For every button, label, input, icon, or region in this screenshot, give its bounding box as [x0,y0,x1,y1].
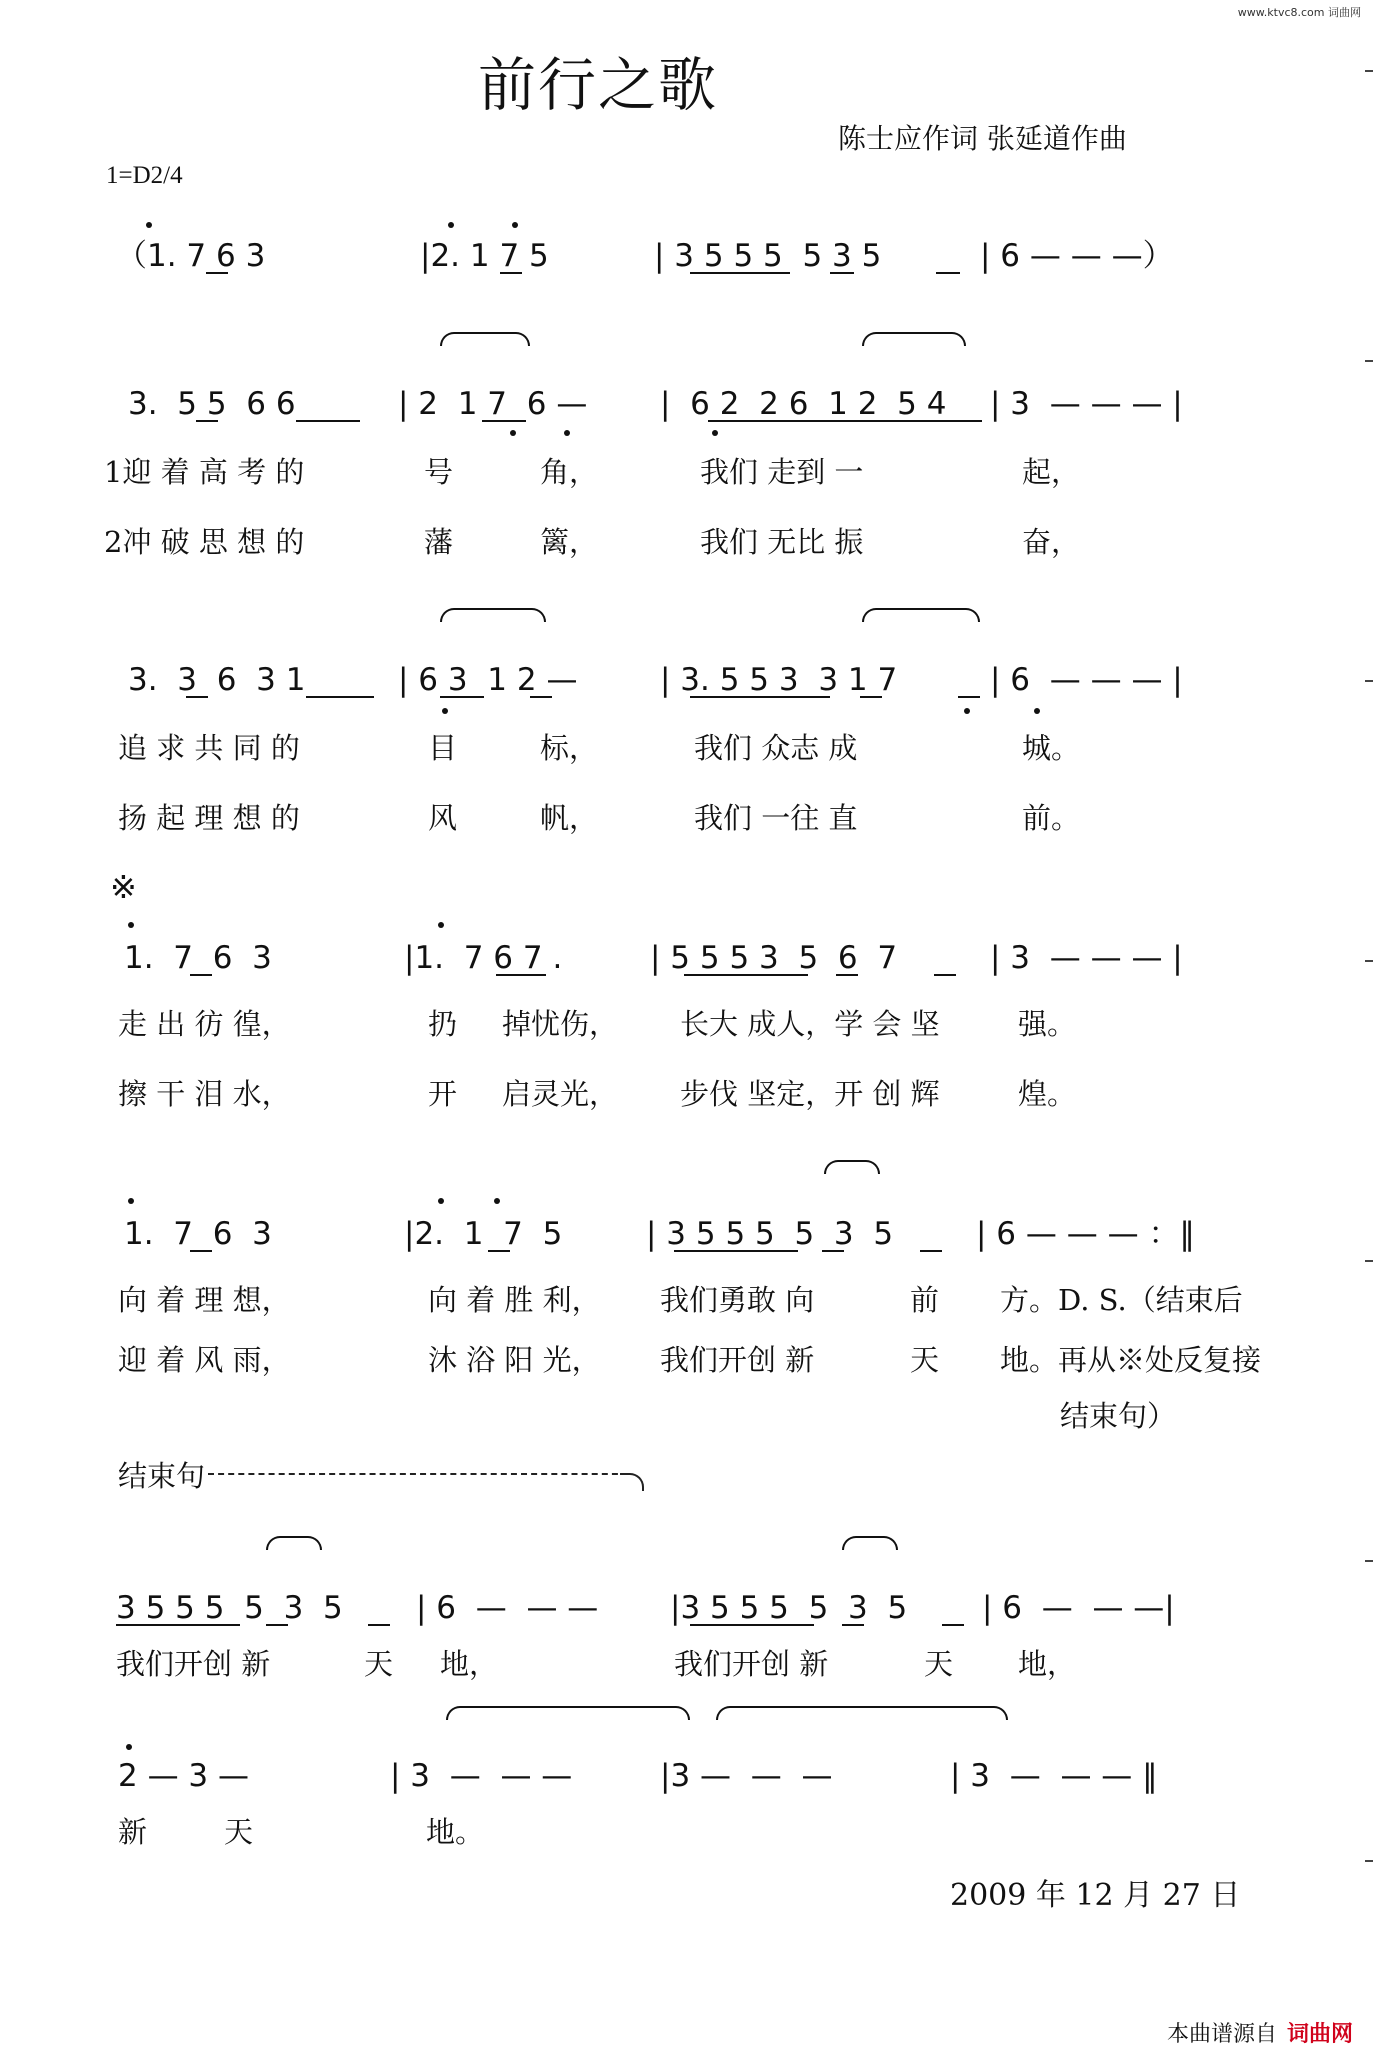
underline-beam [368,1624,390,1626]
underline-beam [822,1250,844,1252]
margin-tick [1365,1260,1373,1262]
measure: | 3 — — — | [990,940,1183,976]
site-url: www.ktvc8.com 词曲网 [1237,6,1361,19]
measure: |1. 7 6 7 . [404,940,563,976]
lyric-syllable: 角， [540,455,599,489]
margin-tick [1365,1860,1373,1862]
lyric-syllable: 启灵光， [502,1077,619,1111]
lyric-note: 结束句） [1060,1399,1177,1433]
low-octave-dot [510,430,516,436]
measure: | 6 3 1 2 — [398,662,578,698]
underline-beam [690,1624,814,1626]
lyric-line: 向 着 胜 利， [428,1283,601,1317]
lyric-syllable: 我们勇敢 向 [660,1283,815,1317]
lyric-syllable: 风 [428,801,458,835]
lyric-syllable: 天 [924,1647,954,1681]
measure: |2. 1 7 5 [404,1216,563,1252]
lyric-syllable: 长大 成人，学 会 坚 [680,1007,940,1041]
high-octave-dot [448,222,454,228]
underline-beam [196,420,218,422]
lyric-syllable: 目 [428,731,458,765]
underline-beam [530,696,552,698]
measure: | 6 2 2 6 1 2 5 4 [660,386,947,422]
underline-beam [488,1250,510,1252]
lyric-syllable: 标， [540,731,599,765]
ending-hook [620,1473,644,1491]
lyric-syllable: 我们开创 新 [116,1647,271,1681]
lyric-syllable: 方。D. S.（结束后 [1000,1283,1243,1317]
underline-beam [296,420,360,422]
lyric-syllable: 新 [118,1815,148,1849]
measure: |2. 1 7 5 [420,238,549,274]
lyric-syllable: 地。再从※处反复接 [1000,1343,1262,1377]
lyric-syllable: 扔 [428,1007,458,1041]
margin-tick [1365,360,1373,362]
margin-tick [1365,70,1373,72]
lyric-syllable: 我们 走到 一 [700,455,864,489]
underline-beam [440,696,484,698]
underline-beam [496,974,546,976]
lyric-syllable: 前 [910,1283,940,1317]
slur [440,332,530,346]
measure: | 3 — — — | [990,386,1183,422]
high-octave-dot [128,922,134,928]
lyric-syllable: 藩 [424,525,454,559]
underline-beam [936,272,960,274]
underline-beam [266,1624,288,1626]
lyric-line: 扬 起 理 想 的 [118,801,300,835]
tie [716,1706,1008,1720]
underline-beam [306,696,374,698]
underline-beam [674,1250,798,1252]
measure: | 6 — — — ：‖ [976,1216,1195,1252]
site-brand-link[interactable]: 词曲网 [1286,2022,1353,2047]
measure: （1. 7 6 3 [116,238,266,274]
measure: | 3 — — — ‖ [950,1758,1158,1794]
high-octave-dot [494,1198,500,1204]
measure: | 6 — — — | [990,662,1183,698]
lyric-syllable: 号 [424,455,454,489]
measure: | 3 — — — [390,1758,573,1794]
low-octave-dot [564,430,570,436]
lyric-line: 追 求 共 同 的 [118,731,300,765]
lyric-syllable: 我们 众志 成 [694,731,858,765]
measure: | 3. 5 5 3 3 1 7 [660,662,898,698]
lyric-line: 擦 干 泪 水， [118,1077,291,1111]
low-octave-dot [964,708,970,714]
lyric-line: 1迎 着 高 考 的 [104,455,305,489]
underline-beam [830,272,854,274]
high-octave-dot [438,922,444,928]
underline-beam [684,974,808,976]
lyric-syllable: 起， [1022,455,1081,489]
underline-beam [190,1250,212,1252]
lyric-syllable: 前。 [1022,801,1081,835]
slur [862,608,980,622]
low-octave-dot [712,430,718,436]
lyric-syllable: 地， [1018,1647,1077,1681]
measure: 3 5 5 5 5 3 5 [116,1590,343,1626]
song-credits: 陈士应作词 张延道作曲 [838,122,1127,155]
slur [824,1160,880,1174]
source-credit-text: 本曲谱源自 [1166,2022,1277,2047]
lyric-syllable: 奋， [1022,525,1081,559]
ending-notation-2 [0,1752,1373,1800]
lyric-line: 迎 着 风 雨， [118,1343,291,1377]
measure: | 3 5 5 5 5 3 5 [654,238,882,274]
lyric-syllable: 我们 一往 直 [694,801,858,835]
lyric-syllable: 我们 无比 振 [700,525,864,559]
ending-label: 结束句 [118,1459,206,1493]
slur [842,1536,898,1550]
measure: |3 5 5 5 5 3 5 [670,1590,908,1626]
tie [446,1706,690,1720]
underline-beam [206,272,228,274]
measure: |3 — — — [660,1758,833,1794]
high-octave-dot [512,222,518,228]
slur [266,1536,322,1550]
lyric-syllable: 天 [224,1815,254,1849]
slur [440,608,546,622]
underline-beam [920,1250,942,1252]
underline-beam [500,272,522,274]
lyric-line: 向 着 理 想， [118,1283,291,1317]
lyric-syllable: 地。 [426,1815,485,1849]
high-octave-dot [146,222,152,228]
lyric-syllable: 城。 [1022,731,1081,765]
high-octave-dot [438,1198,444,1204]
measure: | 6 — — —| [982,1590,1175,1626]
measure: 3. 5 5 6 6 [128,386,296,422]
measure: | 3 5 5 5 5 3 5 [646,1216,894,1252]
lyric-syllable: 我们开创 新 [660,1343,815,1377]
lyric-line: 沐 浴 阳 光， [428,1343,601,1377]
margin-tick [1365,1560,1373,1562]
underline-beam [842,1624,864,1626]
measure: 2 — 3 — [118,1758,250,1794]
lyric-line: 走 出 彷 徨， [118,1007,291,1041]
key-signature: 1=D2/4 [106,162,183,189]
low-octave-dot [442,708,448,714]
underline-beam [836,974,858,976]
underline-beam [958,696,980,698]
underline-beam [690,696,830,698]
lyric-syllable: 地， [440,1647,499,1681]
lyric-syllable: 天 [910,1343,940,1377]
measure: | 6 — — —） [980,238,1174,274]
segno-sign: ※ [110,868,137,906]
measure: 1. 7 6 3 [124,940,272,976]
lyric-syllable: 强。 [1018,1007,1077,1041]
measure: 3. 3 6 3 1 [128,662,306,698]
underline-beam [186,696,208,698]
underline-beam [116,1624,240,1626]
underline-beam [690,272,790,274]
lyric-syllable: 天 [364,1647,394,1681]
lyric-syllable: 帆， [540,801,599,835]
lyric-line: 2冲 破 思 想 的 [104,525,305,559]
composition-date: 2009 年 12 月 27 日 [950,1878,1241,1913]
lyric-syllable: 我们开创 新 [674,1647,829,1681]
underline-beam [190,974,212,976]
lyric-syllable: 步伐 坚定，开 创 辉 [680,1077,940,1111]
underline-beam [942,1624,964,1626]
high-octave-dot [128,1198,134,1204]
song-title: 前行之歌 [478,51,719,119]
source-credit[interactable] [1153,1992,1353,2048]
underline-beam [860,696,882,698]
lyric-syllable: 掉忧伤， [502,1007,619,1041]
lyric-syllable: 煌。 [1018,1077,1077,1111]
lyric-syllable: 篱， [540,525,599,559]
slur [862,332,966,346]
measure: 1. 7 6 3 [124,1216,272,1252]
low-octave-dot [1034,708,1040,714]
measure: | 2 1 7 6 — [398,386,588,422]
high-octave-dot [126,1744,132,1750]
underline-beam [482,420,526,422]
underline-beam [708,420,982,422]
ending-dash-line [208,1473,628,1475]
lyric-syllable: 开 [428,1077,458,1111]
underline-beam [934,974,956,976]
measure: | 6 — — — [416,1590,599,1626]
measure: | 5 5 5 3 5 6 7 [650,940,898,976]
